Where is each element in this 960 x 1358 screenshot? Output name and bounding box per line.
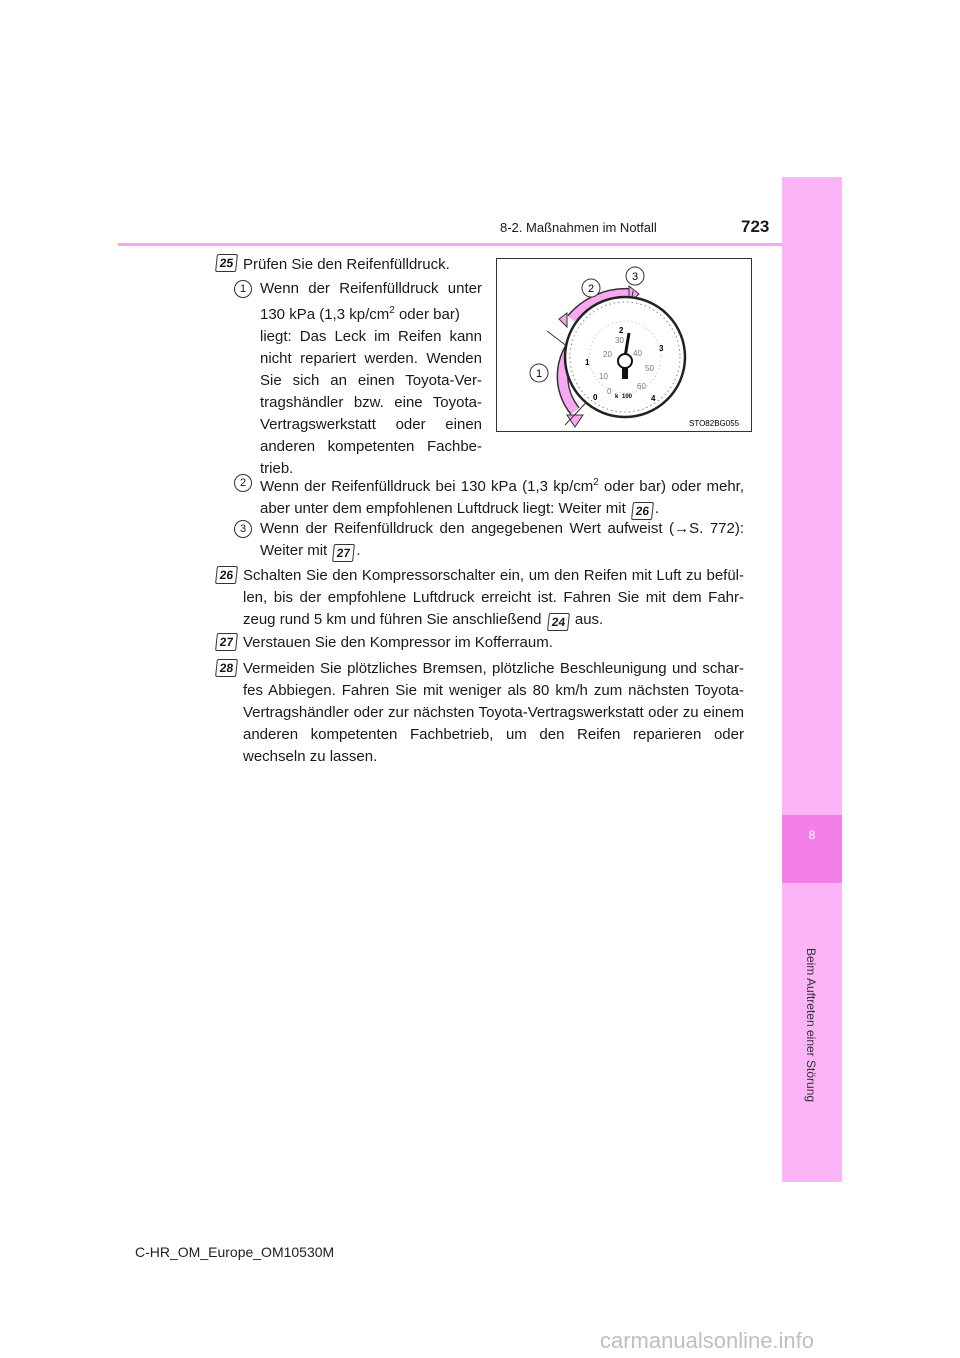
gauge-outer-label: 4 — [651, 394, 656, 403]
gauge-outer-label: 3 — [659, 344, 664, 353]
step-26-text-part: aus. — [574, 611, 604, 628]
case-2-text-part: . — [654, 500, 660, 517]
case-3-text-part: . — [356, 542, 361, 559]
case-3-text — [260, 518, 744, 562]
step-badge-28: 28 — [215, 659, 238, 677]
case-1-line-part: oder bar) — [394, 306, 460, 323]
arrow-head-2b — [559, 313, 567, 327]
gauge-outer-label: 2 — [619, 326, 624, 335]
step-reference-26[interactable]: 26 — [631, 502, 654, 520]
step-26-text — [243, 565, 744, 631]
callout-label-2: 2 — [588, 283, 595, 295]
step-badge-25: 25 — [215, 254, 238, 272]
case-1-text — [260, 278, 482, 480]
gauge-inner-label: 30 — [615, 336, 624, 345]
gauge-inner-label: 10 — [599, 372, 608, 381]
figure-code: STO82BG055 — [689, 419, 740, 428]
case-number-3: 3 — [234, 520, 252, 538]
page-number: 723 — [741, 217, 770, 236]
case-2-text-part: Wenn der Reifenfülldruck bei 130 kPa (1,3 kp/cm — [260, 478, 594, 495]
gauge-inner-label: 0 — [607, 387, 612, 396]
page-reference[interactable]: S. 772): Weiter mit — [260, 520, 745, 559]
superscript: 2 — [389, 305, 395, 316]
gauge-hub — [618, 354, 632, 368]
superscript: 2 — [593, 477, 599, 488]
case-1-line: Wenn der Reifenfülldruck unter — [260, 280, 482, 297]
chapter-title-text: Beim Auftreten einer Störung — [804, 947, 818, 1103]
arrow-icon: → — [674, 520, 690, 537]
case-2-text-part: oder bar) oder mehr, aber unter dem empfohlenen Luftdruck liegt: Weiter mit — [260, 478, 744, 517]
step-25-text: Prüfen Sie den Reifenfülldruck. — [243, 256, 450, 273]
callout-label-3: 3 — [632, 271, 639, 283]
chapter-number: 8 — [808, 828, 816, 842]
case-1-line — [260, 300, 482, 326]
pressure-gauge-illustration — [497, 259, 751, 431]
chapter-tab-active — [782, 815, 842, 883]
step-reference-27[interactable]: 27 — [332, 544, 355, 562]
step-reference-24[interactable]: 24 — [547, 613, 570, 631]
case-number-2: 2 — [234, 474, 252, 492]
callout-label-1: 1 — [536, 368, 543, 380]
case-number-1: 1 — [234, 280, 252, 298]
gauge-unit-label: 100 — [622, 394, 633, 400]
step-28-text: Vermeiden Sie plötzliches Bremsen, plötzliche Beschleunigung und schar-fes Abbiegen. Fahren Sie mit weniger als 80 km/h zum nächsten Toyota-Vertragshändler oder zur nächsten Toyota-Vertragswerkstatt oder zu einem anderen kompetenten Fachbetrieb, um den Reifen reparieren oder wechseln zu lassen. — [243, 660, 744, 765]
gauge-inner-label: 60 — [637, 382, 646, 391]
case-1-line: trieb. — [260, 460, 294, 477]
header-divider — [118, 243, 840, 246]
gauge-inner-label: 40 — [633, 349, 642, 358]
gauge-unit: k — [615, 394, 619, 400]
pressure-gauge-figure — [496, 258, 752, 432]
document-id: C-HR_OM_Europe_OM10530M — [135, 1244, 335, 1260]
case-1-line: Vertragswerkstatt oder einen — [260, 416, 482, 433]
step-27-text: Verstauen Sie den Kompressor im Kofferraum. — [243, 634, 553, 651]
step-badge-26: 26 — [215, 566, 238, 584]
case-1-line: Sie sich an einen Toyota-Ver- — [260, 372, 482, 389]
case-1-line: nicht repariert werden. Wenden — [260, 350, 482, 367]
gauge-inner-label: 50 — [645, 364, 654, 373]
case-1-line-part: 130 kPa (1,3 kp/cm — [260, 306, 390, 323]
case-1-line: anderen kompetenten Fachbe- — [260, 438, 482, 455]
step-badge-27: 27 — [215, 633, 238, 651]
step-26-text-part: Schalten Sie den Kompressorschalter ein, um den Reifen mit Luft zu befül-len, bis der empfohlene Luftdruck erreicht ist. Fahren Sie mit dem Fahr-zeug rund 5 km und führen Sie anschließend — [243, 567, 744, 628]
case-1-line: liegt: Das Leck im Reifen kann — [260, 328, 482, 345]
case-3-text-part: Wenn der Reifenfülldruck den angegebenen Wert aufweist ( — [260, 520, 675, 537]
case-1-line: tragshändler bzw. eine Toyota- — [260, 394, 482, 411]
watermark: carmanualsonline.info — [600, 1328, 815, 1353]
case-2-text — [260, 472, 744, 520]
gauge-outer-label: 1 — [585, 358, 590, 367]
section-title: 8-2. Maßnahmen im Notfall — [500, 220, 657, 235]
chapter-title — [796, 885, 826, 1165]
gauge-inner-label: 20 — [603, 350, 612, 359]
gauge-outer-label: 0 — [593, 393, 598, 402]
